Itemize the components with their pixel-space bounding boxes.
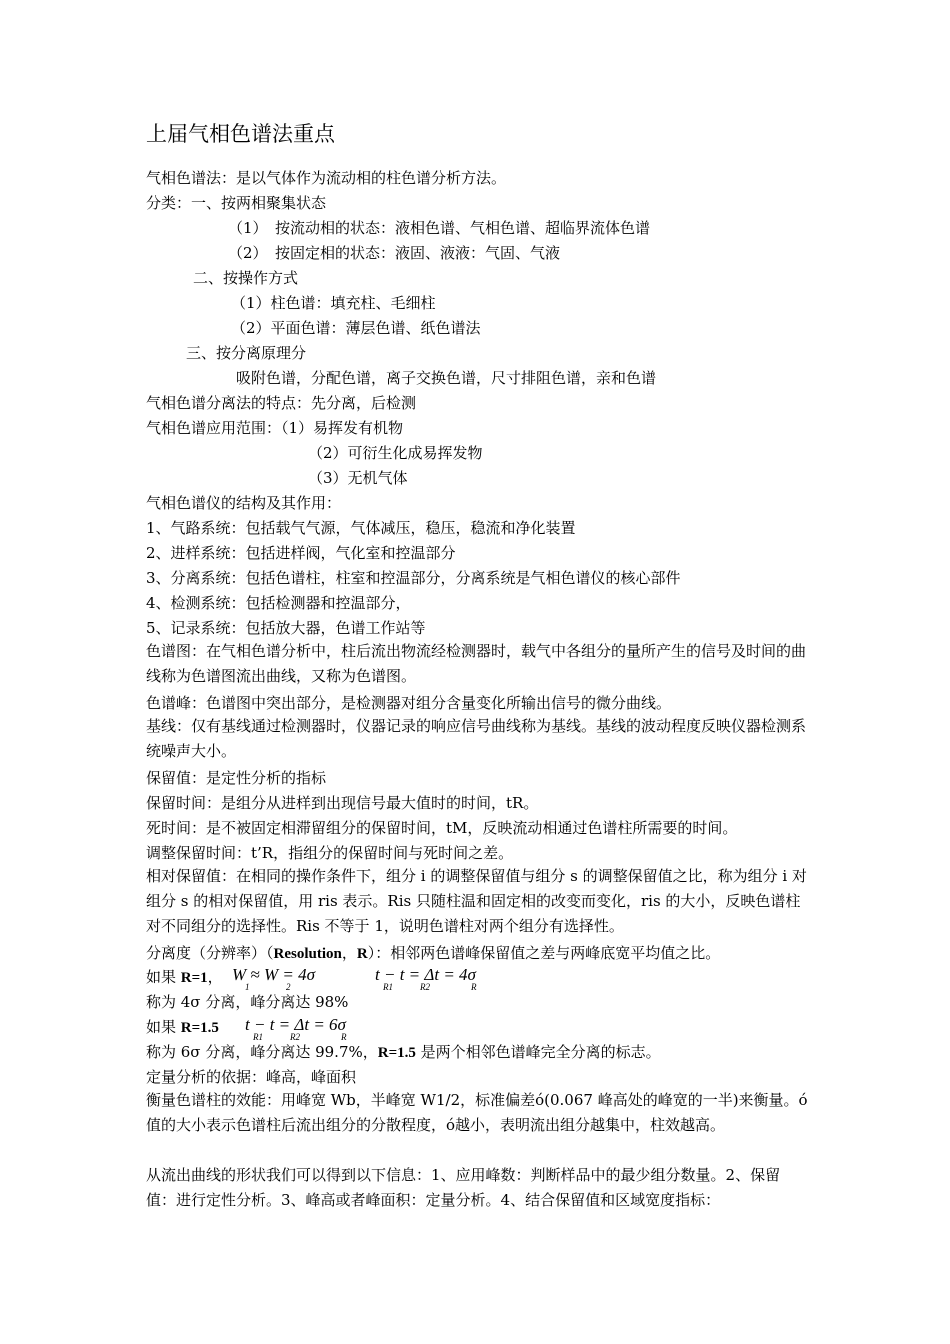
equation-subscript: R1 [383, 982, 393, 992]
text-line: 气相色谱仪的结构及其作用： [146, 494, 342, 512]
text-span: 是两个相邻色谱峰完全分离的标志。 [415, 1043, 661, 1061]
resolution-line [146, 942, 720, 965]
text-line: 吸附色谱，分配色谱，离子交换色谱，尺寸排阻色谱，亲和色谱 [236, 369, 657, 387]
bold-term: R [356, 946, 368, 962]
text-line: 气相色谱法：是以气体作为流动相的柱色谱分析方法。 [146, 169, 507, 187]
text-line: 气相色谱分离法的特点：先分离，后检测 [146, 394, 417, 412]
equation-subscript: R2 [290, 1032, 300, 1042]
text-line: 分类：一、按两相聚集状态 [146, 194, 327, 212]
text-span: ）：相邻两色谱峰保留值之差与两峰底宽平均值之比。 [367, 944, 721, 962]
text-span: 分离度（分辨率）（ [146, 944, 274, 962]
text-line: 死时间：是不被固定相滞留组分的保留时间，tM，反映流动相通过色谱柱所需要的时间。 [146, 819, 738, 837]
text-line: 4、检测系统：包括检测器和控温部分， [146, 594, 411, 612]
text-line [146, 1041, 661, 1064]
equation-subscript: R1 [253, 1032, 263, 1042]
text-span: 如果 [146, 1018, 181, 1036]
bold-term: R=1.5 [180, 1020, 219, 1036]
equation-subscript: R [341, 1032, 347, 1042]
text-line: （1） 按流动相的状态：液相色谱、气相色谱、超临界流体色谱 [228, 219, 651, 237]
text-line: （3）无机气体 [308, 469, 408, 487]
text-line: （2）平面色谱：薄层色谱、纸色谱法 [231, 319, 481, 337]
text-line: （1）柱色谱：填充柱、毛细柱 [231, 294, 436, 312]
equation-retention: t − t = Δt = 4σ [375, 965, 476, 984]
bold-term: R=1 [180, 970, 208, 986]
text-line: 保留时间：是组分从进样到出现信号最大值时的时间，tR。 [146, 794, 539, 812]
text-span: ， [341, 944, 357, 962]
text-line: （2） 按固定相的状态：液固、液液：气固、气液 [228, 244, 561, 262]
text-line: 定量分析的依据：峰高，峰面积 [146, 1068, 357, 1086]
page-title: 上届气相色谱法重点 [146, 122, 335, 146]
bold-term: R=1.5 [377, 1045, 416, 1061]
equation-subscript: R [471, 982, 477, 992]
equation-subscript: 2 [286, 982, 291, 992]
equation-width: W ≈ W = 4σ [232, 965, 316, 984]
text-line: 2、进样系统：包括进样阀，气化室和控温部分 [146, 544, 456, 562]
text-span: 如果 [146, 968, 181, 986]
equation-retention: t − t = Δt = 6σ [245, 1015, 346, 1034]
text-span: ， [207, 968, 223, 986]
text-line: 称为 4σ 分离，峰分离达 98% [146, 993, 349, 1011]
paragraph: 色谱图：在气相色谱分析中，柱后流出物流经检测器时，载气中各组分的量所产生的信号及时间的曲线称为色谱图流出曲线，又称为色谱图。 [146, 642, 807, 685]
text-line: 三、按分离原理分 [186, 344, 307, 362]
paragraph: 基线：仅有基线通过检测器时，仪器记录的响应信号曲线称为基线。基线的波动程度反映仪器检测系统噪声大小。 [146, 717, 807, 760]
text-line: 1、气路系统：包括载气气源，气体减压，稳压，稳流和净化装置 [146, 519, 576, 537]
text-span: 称为 6σ 分离，峰分离达 99.7%， [146, 1043, 378, 1061]
paragraph: 衡量色谱柱的效能：用峰宽 Wb，半峰宽 W1/2，标准偏差ó(0.067 峰高处的峰宽的一半)来衡量。ó值的大小表示色谱柱后流出组分的分散程度，ó越小，表明流出组分越集中，柱效越高。 [146, 1091, 808, 1134]
text-line: （2）可衍生化成易挥发物 [308, 444, 483, 462]
paragraph: 相对保留值：在相同的操作条件下，组分 i 的调整保留值与组分 s 的调整保留值之比，称为组分 i 对组分 s 的相对保留值，用 ris 表示。Ris 只随柱温和固定相的改变而变化，ris 的大小，反映色谱柱对不同组分的选择性。Ris 不等于 1，说明色谱柱对两个组分有选择性。 [146, 867, 807, 935]
equation-subscript: R2 [420, 982, 430, 992]
condition-line [146, 966, 223, 989]
condition-line [146, 1016, 219, 1039]
text-line: 保留值：是定性分析的指标 [146, 769, 327, 787]
paragraph: 从流出曲线的形状我们可以得到以下信息：1、应用峰数：判断样品中的最少组分数量。2、保留值：进行定性分析。3、峰高或者峰面积：定量分析。4、结合保留值和区域宽度指标： [146, 1166, 781, 1209]
equation-subscript: 1 [245, 982, 250, 992]
text-line: 5、记录系统：包括放大器，色谱工作站等 [146, 619, 426, 637]
text-line: 气相色谱应用范围：（1）易挥发有机物 [146, 419, 404, 437]
bold-term: Resolution [273, 946, 342, 962]
text-line: 调整保留时间：t’R，指组分的保留时间与死时间之差。 [146, 844, 514, 862]
text-line: 3、分离系统：包括色谱柱，柱室和控温部分，分离系统是气相色谱仪的核心部件 [146, 569, 681, 587]
text-line: 二、按操作方式 [193, 269, 299, 287]
text-line: 色谱峰：色谱图中突出部分，是检测器对组分含量变化所输出信号的微分曲线。 [146, 694, 672, 712]
